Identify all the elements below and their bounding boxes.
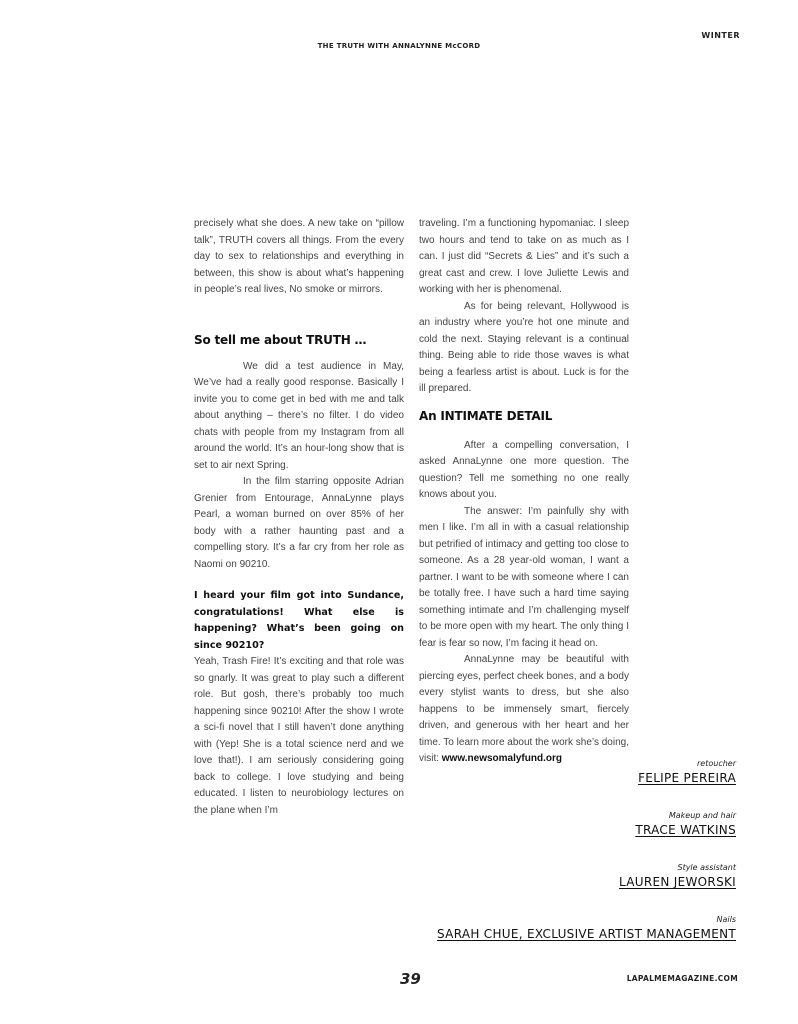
article-paragraph: In the film starring opposite Adrian Grenier from Entourage, AnnaLynne plays Pearl, a woman burned on over 85% of her body with a rather haunting past and a compelling story. It’s a far cry from her role as Naomi on 90210.	[194, 476, 404, 570]
credit-role: Nails	[716, 915, 736, 924]
credit-item	[396, 862, 736, 890]
credit-name: TRACE WATKINS	[635, 823, 736, 837]
credit-role: retoucher	[697, 759, 736, 768]
article-paragraph: As for being relevant, Hollywood is an industry where you’re hot one minute and cold the next. Staying relevant is a continual thing. Being able to ride those waves is what being a fearless artist is about. Luck is for the ill prepared.	[419, 300, 629, 394]
credit-name: LAUREN JEWORSKI	[619, 875, 736, 889]
photo-credits	[396, 758, 736, 942]
section-heading: An INTIMATE DETAIL	[419, 408, 553, 423]
article-text: AnnaLynne may be beautiful with piercing eyes, perfect cheek bones, and a body every stylist wants to dress, but she also happens to be immensely smart, fiercely driven, and generous with her heart and her time. To learn more about the work she’s doing, visit:	[419, 654, 629, 764]
website-link[interactable]: www.newsomalyfund.org	[441, 753, 562, 764]
running-head: THE TRUTH WITH ANNALYNNE McCORD	[317, 42, 481, 50]
article-paragraph: After a compelling conversation, I asked AnnaLynne one more question. The question? Tell me something no one really knows about you.	[419, 439, 629, 500]
article-paragraph: We did a test audience in May, We’ve had a really good response. Basically I invite you to come get in bed with me and talk about anything – there’s no filter. I do video chats with people from my Instagram from all around the world. It’s an hour-long show that is set to air next Spring.	[194, 360, 404, 471]
article-paragraph: precisely what she does. A new take on “pillow talk”, TRUTH covers all things. From the every day to sex to relationships and everything in between, this show is about what’s happening in people’s real lives, No smoke or mirrors.	[194, 218, 404, 295]
article-paragraph: The answer: I’m painfully shy with men I like. I’m all in with a casual relationship but petrified of intimacy and getting too close to someone. As a 28 year-old woman, I want a partner. I want to be with someone where I can be totally free. I have such a hard time saying something intimate and I’m challenging myself to be more open with my heart. The only thing I fear is fear so now, I’m facing it head on.	[419, 505, 629, 649]
section-heading: So tell me about TRUTH …	[194, 332, 367, 347]
article-paragraph: Yeah, Trash Fire! It’s exciting and that role was so gnarly. It was great to play such a different role. But gosh, there’s probably too much happening since 90210! After the show I wrote a sci-fi novel that I still haven’t done anything with (Yep! She is a total science nerd and we love that!). I am seriously considering going back to college. I love studying and being educated. I listen to neurobiology lectures on the plane when I’m	[194, 656, 404, 816]
article-column-right	[419, 216, 629, 768]
credit-item	[396, 914, 736, 942]
season-label: WINTER	[701, 31, 740, 40]
interview-question: I heard your film got into Sundance, congratulations! What else is happening? What’s been going on since 90210?	[194, 590, 404, 651]
credit-role: Makeup and hair	[668, 811, 736, 820]
credit-item	[396, 758, 736, 786]
credit-item	[396, 810, 736, 838]
article-column-left	[194, 216, 404, 819]
website-footer: LAPALMEMAGAZINE.COM	[626, 974, 738, 983]
page-number: 39	[400, 970, 421, 988]
credit-role: Style assistant	[677, 863, 736, 872]
article-paragraph	[419, 652, 629, 768]
article-paragraph: traveling. I’m a functioning hypomaniac. I sleep two hours and tend to take on as much as I can. I just did “Secrets & Lies” and it’s such a great cast and crew. I love Juliette Lewis and working with her is phenomenal.	[419, 218, 629, 295]
credit-name: FELIPE PEREIRA	[638, 771, 736, 785]
credit-name: SARAH CHUE, EXCLUSIVE ARTIST MANAGEMENT	[437, 927, 736, 941]
